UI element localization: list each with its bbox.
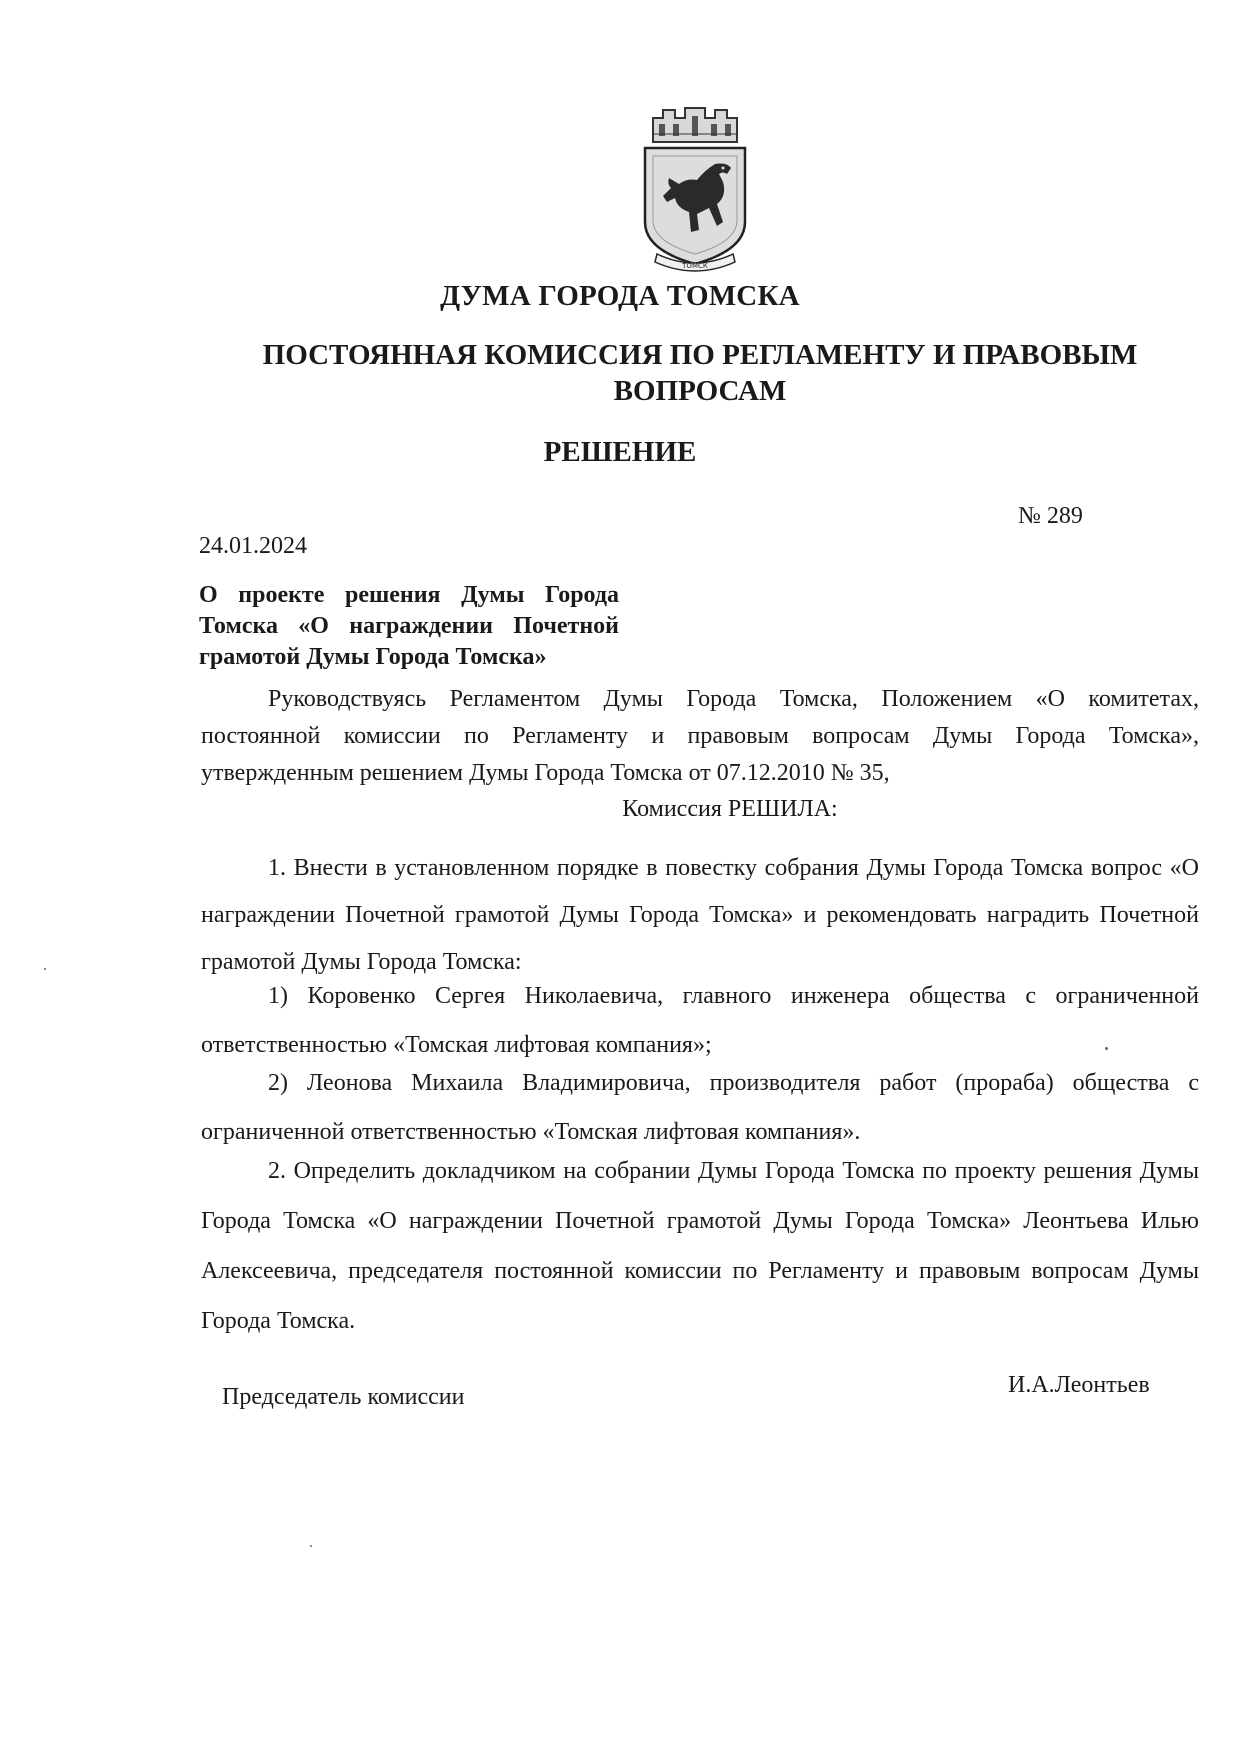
emblem-motto: ТОМСК xyxy=(682,262,708,270)
subitem-2-paragraph: 2) Леонова Михаила Владимировича, производителя работ (прораба) общества с ограниченной ответственностью «Томская лифтовая компания». xyxy=(201,1070,1199,1145)
document-type: РЕШЕНИЕ xyxy=(543,436,697,468)
document-date: 24.01.2024 xyxy=(199,533,307,559)
scan-speck xyxy=(310,1545,312,1547)
commission-title: ПОСТОЯННАЯ КОМИССИЯ ПО РЕГЛАМЕНТУ И ПРАВОВЫМ ВОПРОСАМ xyxy=(262,339,1138,407)
subitem-1-paragraph: 1) Коровенко Сергея Николаевича, главного инженера общества с ограниченной ответственностью «Томская лифтовая компания»; xyxy=(201,983,1199,1058)
tomsk-coat-of-arms-icon xyxy=(635,104,755,274)
signatory-position: Председатель комиссии xyxy=(222,1384,465,1410)
document-subject: О проекте решения Думы Города Томска «О награждении Почетной грамотой Думы Города Томска» xyxy=(199,582,619,670)
item-2-paragraph: 2. Определить докладчиком на собрании Думы Города Томска по проекту решения Думы Города Томска «О награждении Почетной грамотой Думы Города Томска» Леонтьева Илью Алексеевича, председателя постоянной комиссии по Регламенту и правовым вопросам Думы Города Томска. xyxy=(201,1158,1199,1334)
item-1-paragraph: 1. Внести в установленном порядке в повестку собрания Думы Города Томска вопрос «О награждении Почетной грамотой Думы Города Томска» и рекомендовать наградить Почетной грамотой Думы Города Томска: xyxy=(201,855,1199,975)
resolved-heading: Комиссия РЕШИЛА: xyxy=(622,796,838,822)
organization-title: ДУМА ГОРОДА ТОМСКА xyxy=(440,280,800,312)
document-number: № 289 xyxy=(1018,503,1083,529)
scan-speck xyxy=(44,968,46,970)
basis-paragraph: Руководствуясь Регламентом Думы Города Томска, Положением «О комитетах, постоянной комиссии по Регламенту и правовым вопросам Думы Города Томска», утвержденным решением Думы Города Томска от 07.12.2010 № 35, xyxy=(201,686,1199,786)
scan-speck xyxy=(1105,1047,1108,1050)
signatory-name: И.А.Леонтьев xyxy=(1008,1372,1150,1398)
